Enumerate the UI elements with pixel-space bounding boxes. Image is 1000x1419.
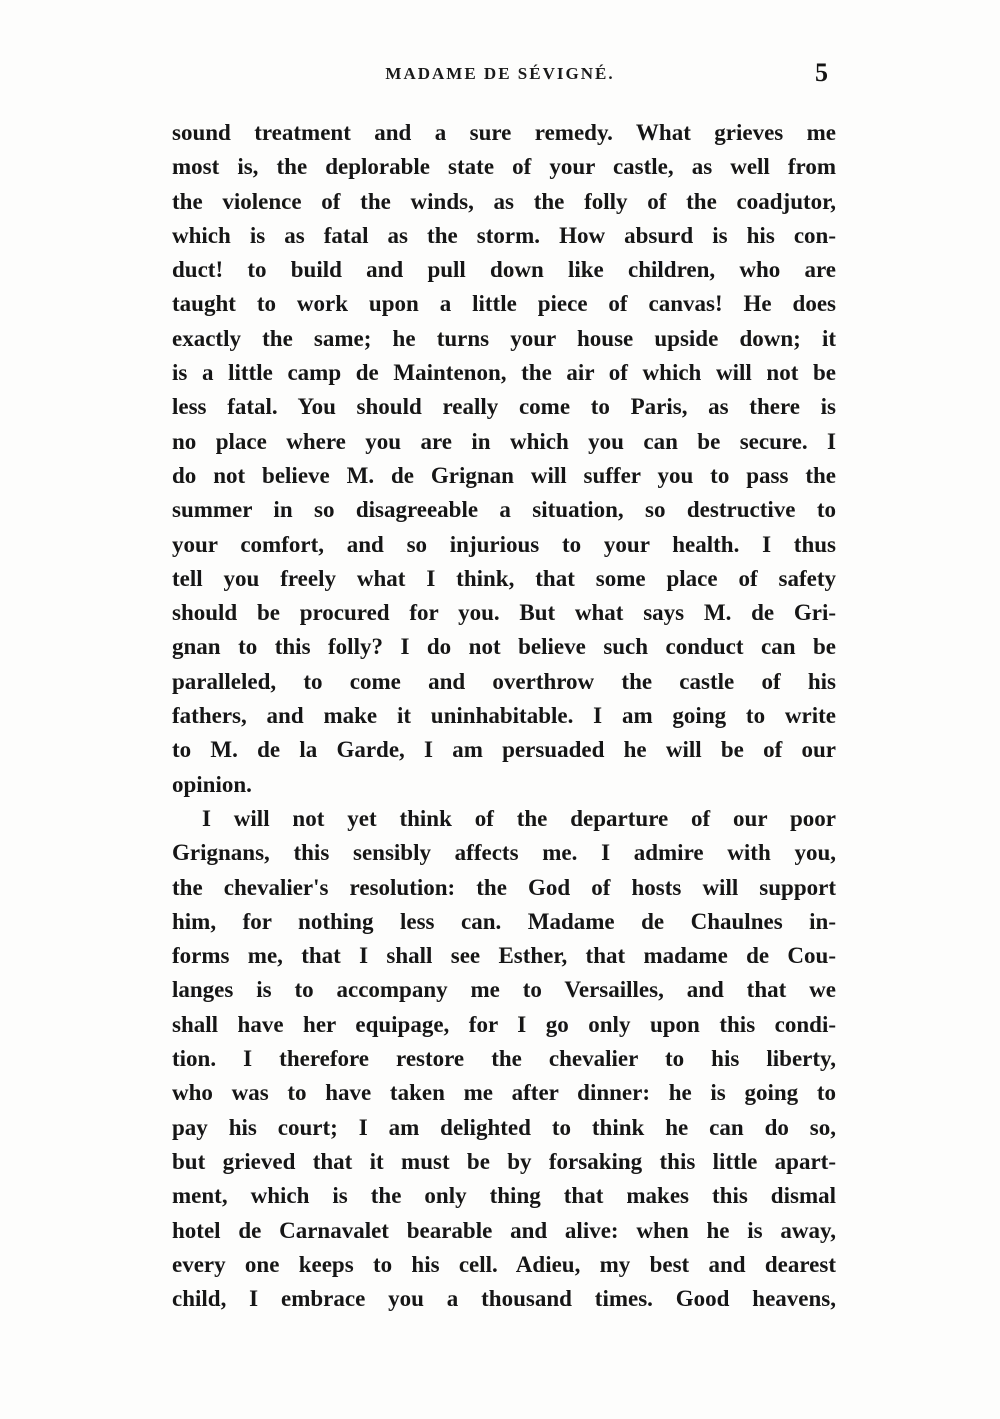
text-line: gnan to this folly? I do not believe such conduct can be — [172, 634, 836, 660]
text-line: most is, the deplorable state of your castle, as well from — [172, 154, 836, 180]
text-line: ment, which is the only thing that makes this dismal — [172, 1183, 836, 1209]
text-line: less fatal. You should really come to Paris, as there is — [172, 394, 836, 420]
text-line: pay his court; I am delighted to think he can do so, — [172, 1114, 836, 1140]
text-line: exactly the same; he turns your house upside down; it — [172, 325, 836, 351]
text-line: no place where you are in which you can be secure. I — [172, 428, 836, 454]
text-line-paragraph-start: I will not yet think of the departure of our poor — [202, 805, 836, 831]
text-line: tell you freely what I think, that some place of safety — [172, 565, 836, 591]
text-line: the violence of the winds, as the folly of the coadjutor, — [172, 188, 836, 214]
text-line: should be procured for you. But what says M. de Gri- — [172, 600, 836, 626]
text-line: forms me, that I shall see Esther, that madame de Cou- — [172, 943, 836, 969]
text-line-paragraph-end: opinion. — [172, 771, 252, 797]
text-line: taught to work upon a little piece of canvas! He does — [172, 291, 836, 317]
text-line: langes is to accompany me to Versailles, and that we — [172, 977, 836, 1003]
text-line: every one keeps to his cell. Adieu, my best and dearest — [172, 1251, 836, 1277]
text-line: but grieved that it must be by forsaking this little apart- — [172, 1148, 836, 1174]
text-line: paralleled, to come and overthrow the castle of his — [172, 668, 836, 694]
text-line: fathers, and make it uninhabitable. I am going to write — [172, 703, 836, 729]
text-line: the chevalier's resolution: the God of hosts will support — [172, 874, 836, 900]
text-line: which is as fatal as the storm. How absurd is his con- — [172, 222, 836, 248]
text-line: tion. I therefore restore the chevalier to his liberty, — [172, 1046, 836, 1072]
text-line: sound treatment and a sure remedy. What grieves me — [172, 120, 836, 145]
text-line: him, for nothing less can. Madame de Chaulnes in- — [172, 908, 836, 934]
text-line: summer in so disagreeable a situation, so destructive to — [172, 497, 836, 523]
text-line: duct! to build and pull down like children, who are — [172, 257, 836, 283]
text-line: child, I embrace you a thousand times. Good heavens, — [172, 1286, 836, 1312]
text-line: do not believe M. de Grignan will suffer you to pass the — [172, 462, 836, 488]
running-title: MADAME DE SÉVIGNÉ. — [385, 64, 615, 83]
text-line: your comfort, and so injurious to your health. I thus — [172, 531, 836, 557]
text-line: hotel de Carnavalet bearable and alive: when he is away, — [172, 1217, 836, 1243]
text-line: shall have her equipage, for I go only upon this condi- — [172, 1011, 836, 1037]
page-number: 5 — [815, 58, 828, 87]
running-head — [160, 58, 840, 100]
text-line: Grignans, this sensibly affects me. I admire with you, — [172, 840, 836, 866]
body-text — [172, 116, 836, 1316]
text-line: is a little camp de Maintenon, the air of which will not be — [172, 360, 836, 386]
text-line: who was to have taken me after dinner: he is going to — [172, 1080, 836, 1106]
text-line: to M. de la Garde, I am persuaded he will be of our — [172, 737, 836, 763]
